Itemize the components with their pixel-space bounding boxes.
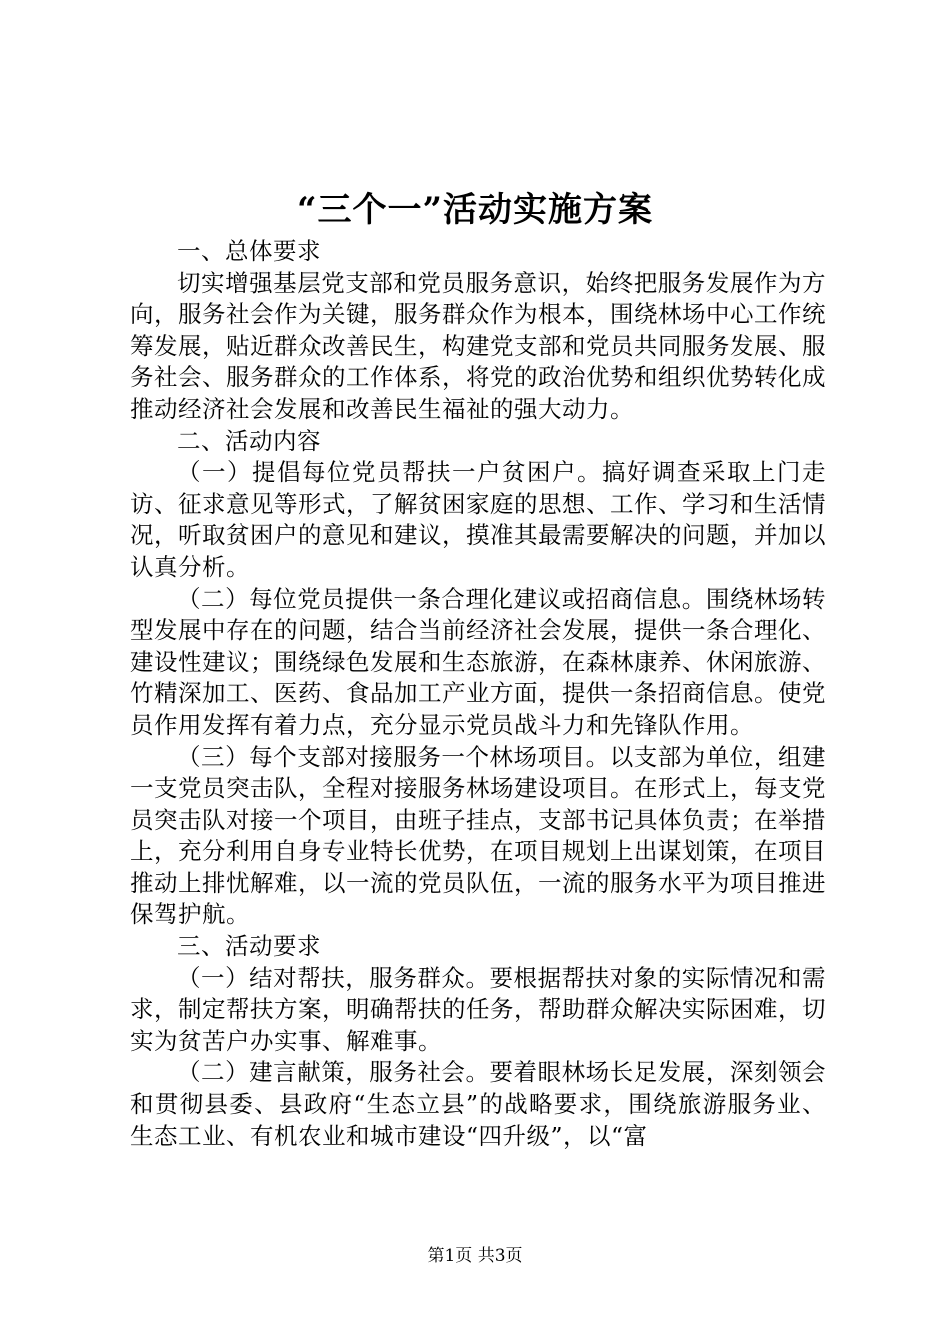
paragraph-content-2: （二）每位党员提供一条合理化建议或招商信息。围绕林场转型发展中存在的问题，结合当前经济社会发展，提供一条合理化、建设性建议；围绕绿色发展和生态旅游，在森林康养、休闲旅游、竹精深加工、医药、食品加工产业方面，提供一条招商信息。使党员作用发挥有着力点，充分显示党员战斗力和先锋队作用。 <box>130 584 826 739</box>
paragraph-content-1: （一）提倡每位党员帮扶一户贫困户。搞好调查采取上门走访、征求意见等形式，了解贫困家庭的思想、工作、学习和生活情况，听取贫困户的意见和建议，摸准其最需要解决的问题，并加以认真分析。 <box>130 458 826 581</box>
document-title: “三个一”活动实施方案 <box>296 190 654 230</box>
section-heading-content: 二、活动内容 <box>177 426 321 455</box>
page-footer: 第1页 共3页 <box>427 1246 523 1266</box>
paragraph-requirements-1: （一）结对帮扶，服务群众。要根据帮扶对象的实际情况和需求，制定帮扶方案，明确帮扶的任务，帮助群众解决实际困难，切实为贫苦户办实事、解难事。 <box>130 963 826 1055</box>
section-heading-requirements: 三、活动要求 <box>177 932 321 961</box>
paragraph-content-3: （三）每个支部对接服务一个林场项目。以支部为单位，组建一支党员突击队，全程对接服务林场建设项目。在形式上，每支党员突击队对接一个项目，由班子挂点，支部书记具体负责；在举措上，充分利用自身专业特长优势，在项目规划上出谋划策，在项目推动上排忧解难，以一流的党员队伍，一流的服务水平为项目推进保驾护航。 <box>130 742 826 929</box>
document-body <box>130 236 826 1152</box>
section-heading-overall: 一、总体要求 <box>177 237 321 265</box>
paragraph-overall: 切实增强基层党支部和党员服务意识，始终把服务发展作为方向，服务社会作为关键，服务群众作为根本，围绕林场中心工作统筹发展，贴近群众改善民生，构建党支部和党员共同服务发展、服务社会、服务群众的工作体系，将党的政治优势和组织优势转化成推动经济社会发展和改善民生福祉的强大动力。 <box>130 268 826 423</box>
paragraph-requirements-2: （二）建言献策，服务社会。要着眼林场长足发展，深刻领会和贯彻县委、县政府“生态立县”的战略要求，围绕旅游服务业、生态工业、有机农业和城市建设“四升级”，以“富 <box>130 1058 826 1150</box>
